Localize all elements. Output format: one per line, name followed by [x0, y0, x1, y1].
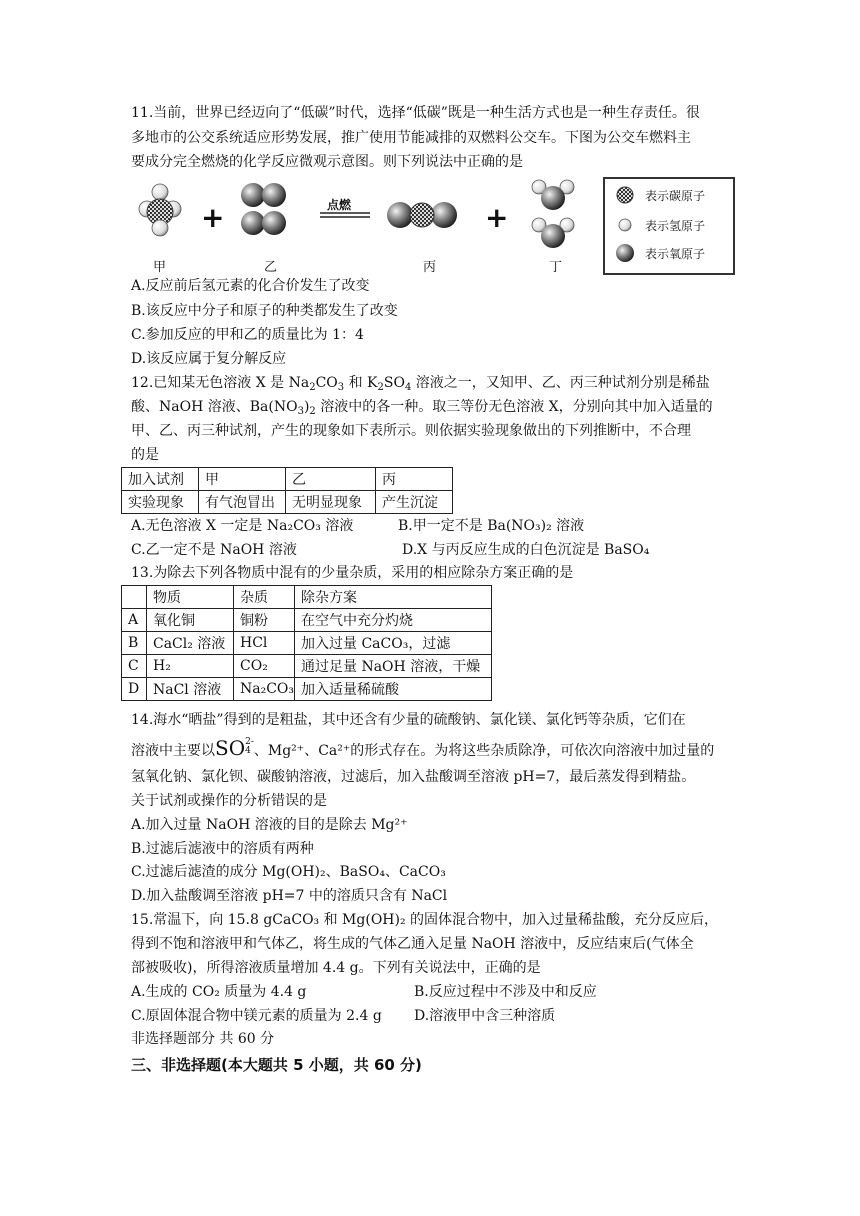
table-cell: CO₂	[234, 655, 295, 678]
q13-stem: 13.为除去下列各物质中混有的少量杂质，采用的相应除杂方案正确的是	[131, 565, 574, 581]
q11-line2: 多地市的公交系统适应形势发展，推广使用节能减排的双燃料公交车。下图为公交车燃料主	[131, 130, 691, 146]
q12-line1: 12.已知某无色溶液 X 是 $Na_2CO_3$ 和 $K_2SO_4$ 溶液之一，又知甲、乙、丙三种试剂分别是稀盐	[131, 375, 710, 393]
table-cell	[122, 586, 147, 609]
table-cell: CaCl₂ 溶液	[147, 632, 234, 655]
table-cell: 通过足量 NaOH 溶液，干燥	[295, 655, 492, 678]
table-cell: D	[122, 678, 147, 701]
q15-option-d: D.溶液甲中含三种溶质	[414, 1008, 556, 1024]
sulfate-ion-formula: SO 2- 4	[215, 736, 254, 760]
q14-option-b: B.过滤后滤液中的溶质有两种	[131, 841, 314, 857]
q12-option-c: C.乙一定不是 NaOH 溶液	[131, 542, 297, 558]
q14-option-a: A.加入过量 NaOH 溶液的目的是除去 Mg²⁺	[131, 817, 408, 833]
table-cell: 杂质	[234, 586, 295, 609]
table-cell: 有气泡冒出	[199, 491, 286, 514]
plus-sign-2: +	[485, 201, 509, 234]
water-molecules	[532, 180, 574, 248]
legend-hydrogen: 表示氢原子	[615, 215, 705, 235]
q11-line3: 要成分完全燃烧的化学反应微观示意图。则下列说法中正确的是	[131, 154, 523, 170]
q12-line4: 的是	[131, 447, 159, 463]
q11-line1: 11.当前，世界已经迈向了“低碳”时代，选择“低碳”既是一种生活方式也是一种生存责任。很	[131, 105, 700, 121]
table-cell: C	[122, 655, 147, 678]
q14-option-d: D.加入盐酸调至溶液 pH=7 中的溶质只含有 NaCl	[131, 888, 448, 904]
label-jia: 甲	[153, 260, 167, 275]
table-cell: 产生沉淀	[376, 491, 453, 514]
reaction-condition: 点燃	[327, 198, 352, 212]
table-cell: 铜粉	[234, 609, 295, 632]
table-cell: 甲	[199, 468, 286, 491]
table-cell: 丙	[376, 468, 453, 491]
table-cell: 物质	[147, 586, 234, 609]
carbon-dioxide-molecule	[387, 202, 457, 228]
table-cell: 除杂方案	[295, 586, 492, 609]
q15-option-c: C.原固体混合物中镁元素的质量为 2.4 g	[131, 1008, 382, 1024]
label-yi: 乙	[264, 260, 278, 275]
table-cell: 加入过量 CaCO₃，过滤	[295, 632, 492, 655]
q11-option-c: C.参加反应的甲和乙的质量比为 1：4	[131, 327, 364, 343]
q12-option-a: A.无色溶液 X 一定是 Na₂CO₃ 溶液	[131, 518, 354, 534]
q15-option-a: A.生成的 CO₂ 质量为 4.4 g	[131, 984, 307, 1000]
q12-option-d: D.X 与丙反应生成的白色沉淀是 BaSO₄	[402, 542, 650, 558]
q15-line1: 15.常温下，向 15.8 gCaCO₃ 和 Mg(OH)₂ 的固体混合物中，加入过量稀盐酸，充分反应后，	[131, 912, 719, 928]
q13-table	[121, 585, 492, 701]
carbon-atom-icon	[615, 185, 635, 205]
q11-option-d: D.该反应属于复分解反应	[131, 351, 287, 367]
q12-table	[121, 467, 453, 514]
oxygen-atom-icon	[615, 243, 635, 263]
section-heading: 三、非选择题(本大题共 5 小题，共 60 分)	[131, 1056, 422, 1074]
q11-option-a: A.反应前后氢元素的化合价发生了改变	[131, 278, 370, 294]
table-cell: H₂	[147, 655, 234, 678]
table-cell: 加入试剂	[122, 468, 199, 491]
q14-option-c: C.过滤后滤渣的成分 Mg(OH)₂、BaSO₄、CaCO₃	[131, 864, 446, 880]
q14-line2: 溶液中主要以SO 2- 4 、Mg²⁺、Ca²⁺的形式存在。为将这些杂质除净，可依次向溶液中加过量的	[131, 736, 715, 760]
table-cell: Na₂CO₃	[234, 678, 295, 701]
q15-option-b: B.反应过程中不涉及中和反应	[414, 984, 597, 1000]
table-cell: HCl	[234, 632, 295, 655]
table-row	[122, 609, 492, 632]
table-cell: 氧化铜	[147, 609, 234, 632]
table-row	[122, 678, 492, 701]
q14-line1: 14.海水“晒盐”得到的是粗盐，其中还含有少量的硫酸钠、氯化镁、氯化钙等杂质，它们在	[131, 712, 686, 728]
q12-line2: 酸、NaOH 溶液、$Ba(NO_3)_2$ 溶液中的各一种。取三等份无色溶液 X，分别向其中加入适量的	[131, 399, 713, 417]
table-row	[122, 586, 492, 609]
table-cell: 乙	[286, 468, 376, 491]
hydrogen-atom-icon	[615, 215, 635, 235]
table-row	[122, 491, 453, 514]
q15-line2: 得到不饱和溶液甲和气体乙，将生成的气体乙通入足量 NaOH 溶液中，反应结束后(气体全	[131, 936, 694, 952]
part-note: 非选择题部分 共 60 分	[131, 1031, 275, 1047]
legend-box	[603, 177, 735, 275]
table-cell: 加入适量稀硫酸	[295, 678, 492, 701]
table-cell: 在空气中充分灼烧	[295, 609, 492, 632]
q12-line3: 甲、乙、丙三种试剂，产生的现象如下表所示。则依据实验现象做出的下列推断中，不合理	[131, 423, 691, 439]
legend-oxygen: 表示氧原子	[615, 243, 705, 263]
q11-option-b: B.该反应中分子和原子的种类都发生了改变	[131, 303, 398, 319]
q14-line4: 关于试剂或操作的分析错误的是	[131, 793, 327, 809]
q12-option-b: B.甲一定不是 Ba(NO₃)₂ 溶液	[398, 518, 585, 534]
plus-sign-1: +	[201, 201, 225, 234]
oxygen-molecules	[241, 183, 286, 235]
table-cell: 无明显现象	[286, 491, 376, 514]
table-cell: B	[122, 632, 147, 655]
table-row	[122, 655, 492, 678]
table-cell: NaCl 溶液	[147, 678, 234, 701]
table-cell: A	[122, 609, 147, 632]
table-row	[122, 632, 492, 655]
legend-carbon: 表示碳原子	[615, 185, 705, 205]
q14-line3: 氢氧化钠、氯化钡、碳酸钠溶液，过滤后，加入盐酸调至溶液 pH=7，最后蒸发得到精盐。	[131, 769, 696, 785]
q15-line3: 部被吸收)，所得溶液质量增加 4.4 g。下列有关说法中，正确的是	[131, 960, 541, 976]
methane-molecule	[139, 184, 181, 236]
table-row	[122, 468, 453, 491]
label-ding: 丁	[549, 260, 563, 275]
table-cell: 实验现象	[122, 491, 199, 514]
label-bing: 丙	[423, 260, 437, 275]
